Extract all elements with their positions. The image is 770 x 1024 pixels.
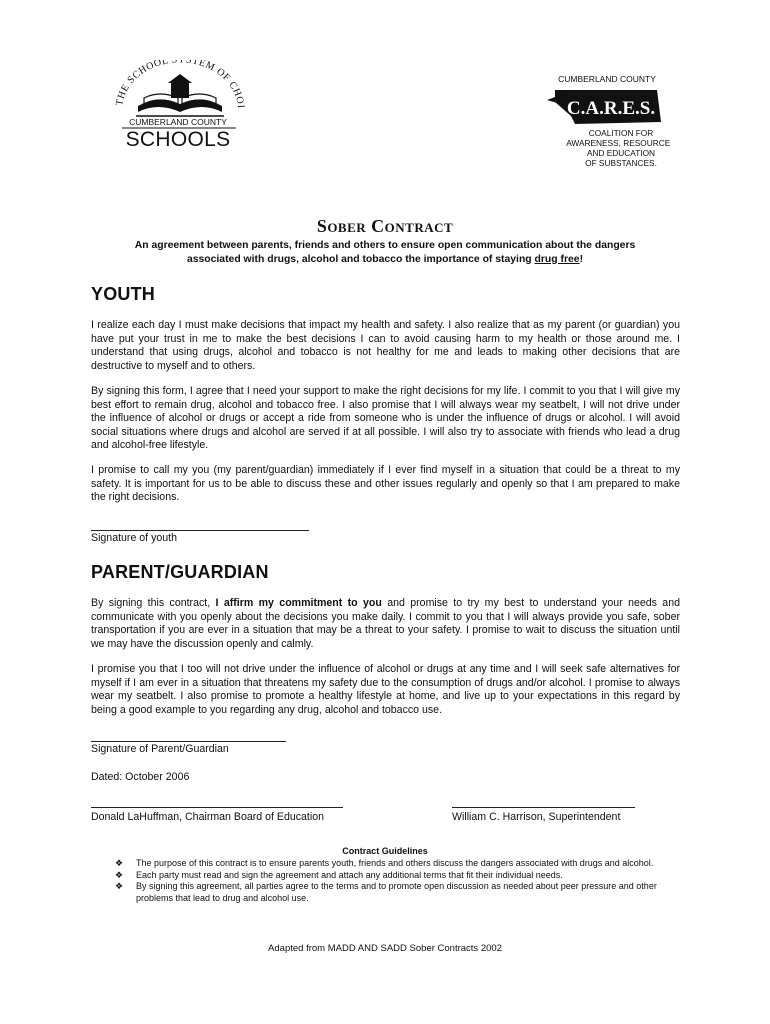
guidelines-title: Contract Guidelines [342, 846, 428, 856]
parent-paragraph-1 [91, 597, 680, 651]
chairman-name: Donald LaHuffman, Chairman Board of Education [91, 811, 325, 823]
dated-text: Dated: October 2006 [91, 771, 190, 783]
youth-paragraph-1: I realize each day I must make decisions that impact my health and safety. I also realize that as my parent (or guardian) you have put your trust in me to make the best decisions I can to avoid causing harm to my health or those around me. I understand that using drugs, alcohol and tobacco is not healthy for me and leads to making other decisions that are destructive to myself and to others. [91, 319, 680, 372]
youth-heading: YOUTH [91, 284, 155, 304]
diamond-bullet-icon: ❖ [115, 881, 124, 892]
parent-p1-rest: and promise to try my best to understand your needs and communicate with you openly about the decisions you make daily. I commit to you that I will always provide you safe, sober transportation if you are ever in a situation that may be a threat to your safety. I promise to wait to discuss the situation until we may have the discussion openly and calmly. [91, 597, 680, 650]
parent-signature-label: Signature of Parent/Guardian [91, 743, 229, 755]
guideline-text: Each party must read and sign the agreement and attach any additional terms that fit their individual needs. [136, 869, 563, 880]
cares-line-1: COALITION FOR [588, 128, 654, 138]
superintendent-name: William C. Harrison, Superintendent [452, 811, 621, 823]
parent-heading: PARENT/GUARDIAN [91, 562, 269, 582]
parent-p1-start: By signing this contract, [91, 597, 216, 609]
cares-top-text: CUMBERLAND COUNTY [558, 74, 656, 84]
document-subtitle [100, 239, 670, 266]
parent-p1-bold: I affirm my commitment to you [215, 597, 382, 609]
logo-line2: SCHOOLS [125, 128, 231, 151]
guideline-item [115, 858, 685, 870]
chairman-signature-line[interactable] [91, 807, 343, 808]
guideline-text: The purpose of this contract is to ensure parents youth, friends and others discuss the dangers associated with drugs and alcohol. [136, 858, 654, 868]
parent-paragraph-2: I promise you that I too will not drive under the influence of alcohol or drugs at any time and I will seek safe alternatives for myself if I am ever in a situation that threatens my safety due to the consumption of drugs and/or alcohol. I promise to always wear my seatbelt. I also promise to promote a healthy lifestyle at home, and live up to your expectations in this regard by being a good example to you regarding any drug, alcohol and tobacco use. [91, 663, 680, 716]
diamond-bullet-icon: ❖ [115, 869, 124, 880]
youth-signature-label: Signature of youth [91, 532, 177, 544]
logo-arc-text: THE SCHOOL S STEM OF CHOI [114, 60, 245, 110]
subtitle-line-2-text: associated with drugs, alcohol and tobacco the importance of staying [186, 253, 535, 265]
cumberland-county-schools-logo [110, 60, 245, 155]
guideline-item [115, 881, 685, 904]
cumberland-cares-logo [545, 72, 670, 172]
youth-signature-line[interactable] [91, 530, 309, 531]
superintendent-signature-line[interactable] [452, 807, 635, 808]
subtitle-drug-free: drug free [534, 253, 580, 265]
cares-logo-graphic [545, 72, 670, 172]
guidelines-list [115, 858, 685, 904]
logo-line1: CUMBERLAND COUNTY [129, 117, 227, 127]
school-logo-graphic [110, 60, 245, 155]
document-title: Sober Contract [316, 216, 454, 236]
cares-line-3: AND EDUCATION [586, 148, 656, 158]
guideline-item [115, 870, 685, 882]
cares-line-4: OF SUBSTANCES. [585, 158, 657, 168]
cares-acronym: C.A.R.E.S. [566, 98, 656, 119]
subtitle-line-1: An agreement between parents, friends and others to ensure open communication about the dangers [134, 240, 636, 251]
footer-credit: Adapted from MADD AND SADD Sober Contracts 2002 [268, 943, 502, 954]
diamond-bullet-icon: ❖ [115, 858, 124, 868]
subtitle-line-2 [100, 253, 670, 267]
guideline-text: By signing this agreement, all parties agree to the terms and to promote open discussion as needed about peer pressure and other problems that lead to drug and alcohol use. [136, 881, 657, 903]
youth-paragraph-3: I promise to call my you (my parent/guardian) immediately if I ever find myself in a situation that could be a threat to my safety. It is important for us to be able to discuss these and other issues regularly and openly so that I am prepared to make the right decisions. [91, 464, 680, 504]
parent-signature-line[interactable] [91, 741, 286, 742]
cares-line-2: AWARENESS, RESOURCES [566, 138, 670, 148]
youth-paragraph-2: By signing this form, I agree that I need your support to make the right decisions for my life. I commit to you that I will give my best effort to remain drug, alcohol and tobacco free. I also promise that I will always wear my seatbelt, I will not drive under the influence of alcohol or drugs or accept a ride from someone who is under the influence of drugs or alcohol. I will avoid social situations where drugs and alcohol are served if at all possible. I will also try to associate with friends who lead a drug and alcohol-free lifestyle. [91, 385, 680, 452]
subtitle-exclamation: ! [579, 253, 584, 265]
